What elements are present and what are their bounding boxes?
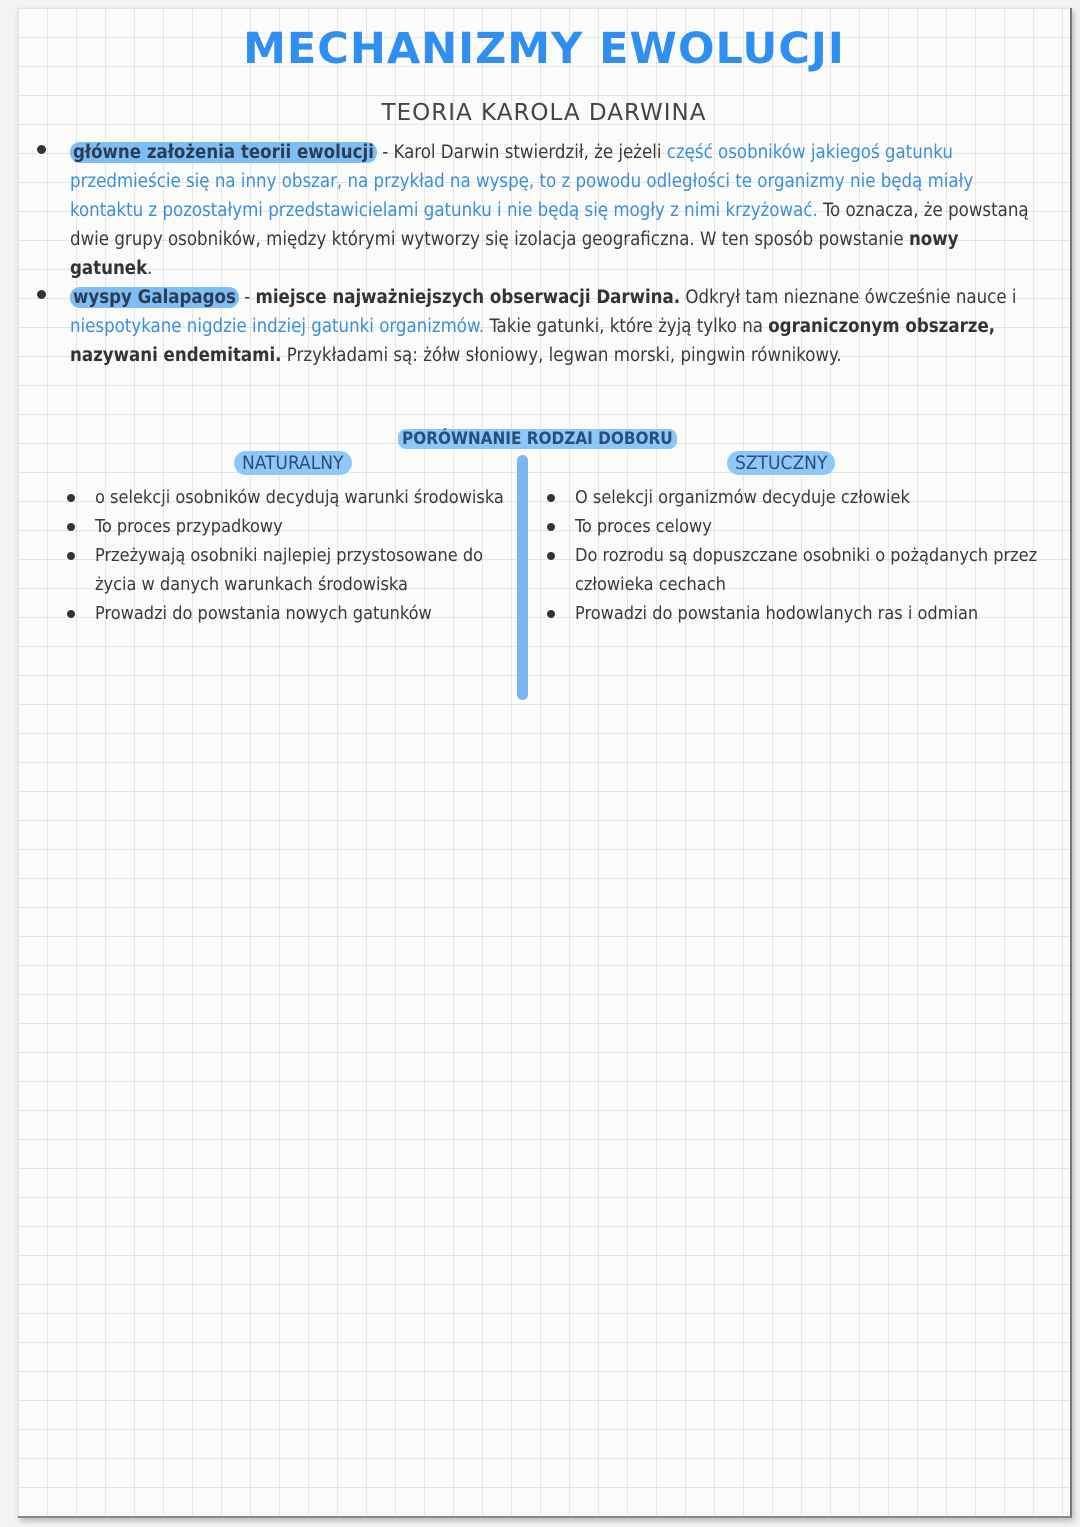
list-item: Prowadzi do powstania nowych gatunków <box>95 599 525 628</box>
bold-text: ograniczonym obszarze, nazywani endemitami. <box>70 316 996 366</box>
list-item: Przeżywają osobniki najlepiej przystosowane do życia w danych warunkach środowiska <box>95 541 525 599</box>
text: Przykładami są: żółw słoniowy, legwan morski, pingwin równikowy. <box>281 345 842 366</box>
page-title: MECHANIZMY EWOLUCJI <box>243 24 845 74</box>
text: To oznacza, że powstaną dwie grupy osobników, między którymi wytworzy się izolacja geograficzna. W ten sposób powstanie <box>70 200 1029 250</box>
highlight-term: wyspy Galapagos <box>70 287 239 308</box>
bullet-dot <box>37 290 46 299</box>
paragraph-evolution-assumptions <box>70 138 1040 283</box>
blue-text: część osobników jakiegoś gatunku przedmieście się na inny obszar, na przykład na wyspę, to z powodu odległości te organizmy nie będą miały kontaktu z pozostałymi przedstawicielami gatunku i nie będą się mogły z nimi krzyżować. <box>70 142 974 221</box>
text: . <box>147 258 153 279</box>
separator: - <box>238 287 256 308</box>
list-item: Do rozrodu są dopuszczane osobniki o pożądanych przez człowieka cechach <box>575 541 1045 599</box>
list-item: Prowadzi do powstania hodowlanych ras i odmian <box>575 599 1045 628</box>
artificial-selection-list <box>575 483 1045 628</box>
list-item: O selekcji organizmów decyduje człowiek <box>575 483 1045 512</box>
artificial-heading: SZTUCZNY <box>727 451 835 475</box>
blue-text: niespotykane nigdzie indziej gatunki organizmów. <box>70 316 485 337</box>
paragraph-galapagos <box>70 283 1040 370</box>
natural-selection-list <box>95 483 525 628</box>
list-item: o selekcji osobników decydują warunki środowiska <box>95 483 525 512</box>
text: Odkrył tam nieznane ówcześnie nauce i <box>680 287 1017 308</box>
page-subtitle: TEORIA KAROLA DARWINA <box>381 100 707 126</box>
list-item: To proces przypadkowy <box>95 512 525 541</box>
bullet-dot <box>37 145 46 154</box>
notebook-page <box>18 8 1072 1518</box>
text: Takie gatunki, które żyją tylko na <box>484 316 769 337</box>
separator: - <box>376 142 394 163</box>
blue-bold-text: nowy gatunek <box>70 229 959 279</box>
list-item: To proces celowy <box>575 512 1045 541</box>
highlight-term: główne założenia teorii ewolucji <box>70 142 377 163</box>
bold-text: miejsce najważniejszych obserwacji Darwina. <box>255 287 681 308</box>
text: Karol Darwin stwierdził, że jeżeli <box>393 142 667 163</box>
comparison-title: PORÓWNANIE RODZAI DOBORU <box>398 429 677 449</box>
natural-heading: NATURALNY <box>234 451 352 475</box>
